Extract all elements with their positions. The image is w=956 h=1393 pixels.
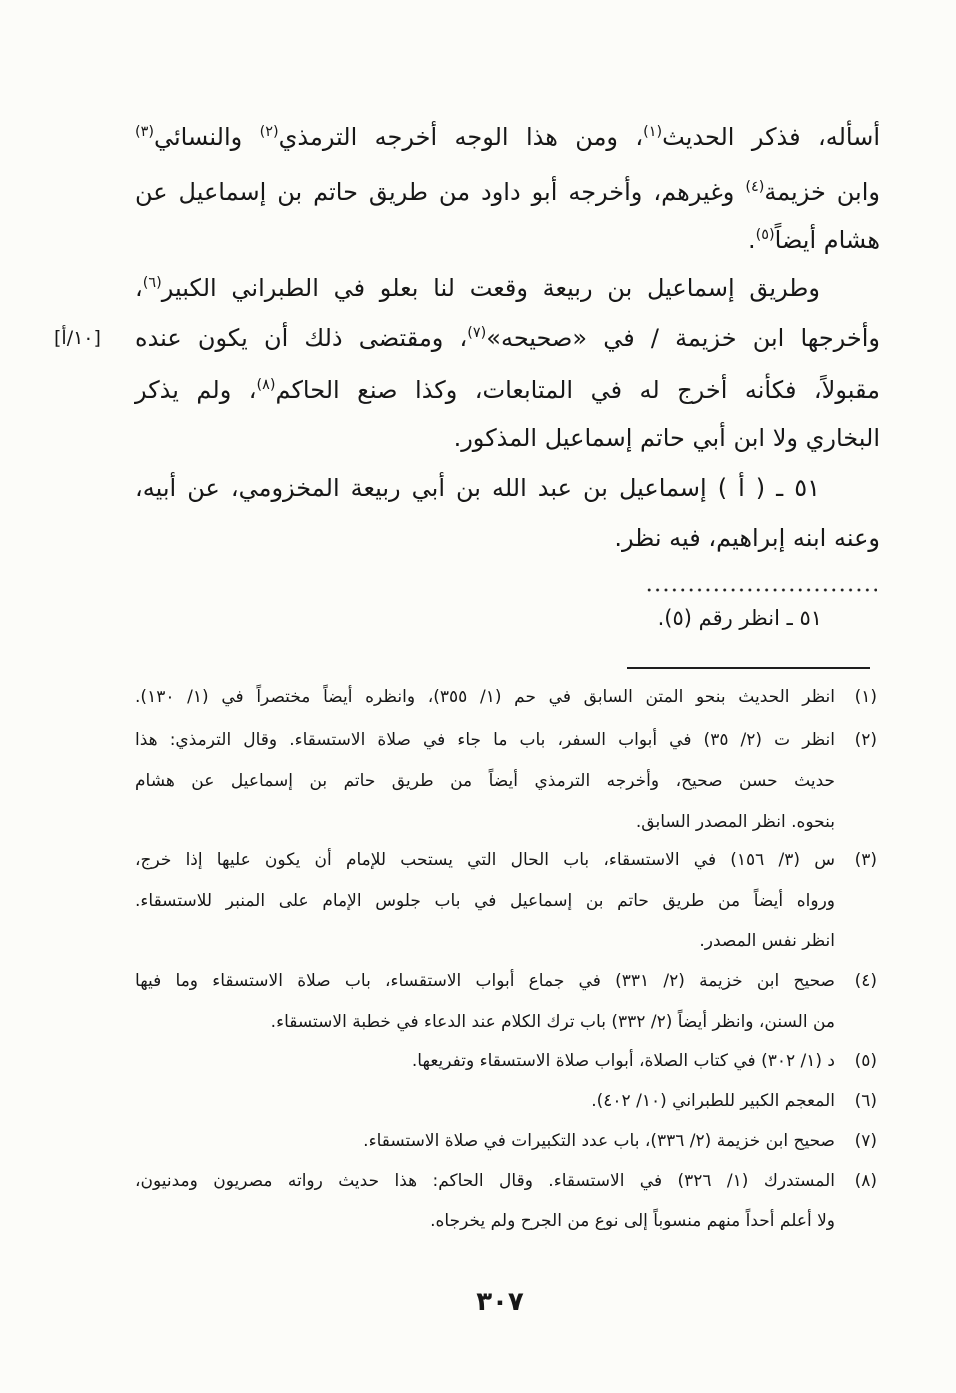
body-line-6: [135, 366, 880, 414]
footnote-text: س (٣/ ١٥٦) في الاستسقاء، باب الحال التي يستحب للإمام أن يكون عليها إذا خرج،: [135, 850, 835, 870]
text-segment: أسأله، فذكر الحديث: [662, 123, 880, 151]
footnote-8-line-2: [135, 1201, 835, 1241]
footnote-3-line-1: [135, 840, 835, 880]
body-line-5-text: [135, 324, 880, 352]
footnote-text: صحيح ابن خزيمة (٢/ ٣٣٦)، باب عدد التكبيرات في صلاة الاستسقاء.: [363, 1131, 835, 1151]
margin-folio-note: [54, 314, 134, 362]
text-segment: ، ومن هذا الوجه أخرجه الترمذي: [278, 123, 644, 151]
footnote-2-line-3: [135, 802, 835, 842]
entry-line-1-text: ٥١ ـ ( أ ) إسماعيل بن عبد الله بن أبي ربيعة المخزومي، عن أبيه،: [135, 474, 820, 502]
footnote-text: حديث حسن صحيح، وأخرجه الترمذي أيضاً من طريق حاتم بن إسماعيل عن هشام: [135, 771, 835, 791]
body-line-3-text: [748, 226, 880, 254]
footnote-text: د (١/ ٣٠٢) في كتاب الصلاة، أبواب صلاة الاستسقاء وتفريعها.: [411, 1051, 835, 1071]
footnote-ref-7: (٧): [467, 325, 487, 342]
body-line-4: [135, 264, 880, 312]
footnote-1-line-1: [135, 677, 835, 717]
footnote-4-line-1: [135, 961, 835, 1001]
body-line-1: [135, 113, 880, 161]
footnote-ref-2: (٢): [259, 124, 279, 141]
footnote-number-2: (٢): [854, 730, 877, 750]
footnote-text: المعجم الكبير للطبراني (١٠/ ٤٠٢).: [591, 1091, 835, 1111]
body-line-4-text: [135, 274, 820, 302]
footnote-ref-4: (٤): [745, 179, 765, 196]
body-line-7-text: البخاري ولا ابن أبي حاتم إسماعيل المذكور.: [453, 424, 880, 452]
footnote-8-line-1: [135, 1161, 835, 1201]
footnote-ref-3: (٣): [135, 124, 154, 141]
footnote-4-line-2: [135, 1002, 835, 1042]
text-segment: والنسائي: [153, 123, 260, 151]
footnote-2-line-2: [135, 761, 835, 801]
footnote-text: بنحوه. انظر المصدر السابق.: [635, 812, 835, 832]
body-line-6-text: [135, 376, 880, 404]
footnote-text: انظر الحديث بنحو المتن السابق في حم (١/ ٣٥٥)، وانظره أيضاً مختصراً في (١/ ١٣٠).: [135, 687, 835, 707]
footnote-7-line-1: [135, 1121, 835, 1161]
text-segment: ، ولم يذكر: [135, 376, 257, 404]
footnote-5-line-1: [135, 1041, 835, 1081]
text-segment: ،: [135, 274, 143, 302]
entry-note: [400, 596, 822, 640]
footnote-number-8: (٨): [854, 1171, 877, 1191]
footnote-text: انظر ت (٢/ ٣٥) في أبواب السفر، باب ما جاء في صلاة الاستسقاء. وقال الترمذي: هذا: [135, 730, 835, 750]
footnote-6-line-1: [135, 1081, 835, 1121]
text-segment: وأخرجها ابن خزيمة / في «صحيحه»: [486, 324, 880, 352]
dotted-separator: [645, 588, 877, 592]
footnote-number-5: (٥): [854, 1051, 877, 1071]
entry-note-text: ٥١ ـ انظر رقم (٥).: [657, 606, 822, 630]
footnote-text: ورواه أيضاً من طريق حاتم بن إسماعيل في باب جلوس الإمام على المنبر للاستسقاء.: [135, 891, 835, 911]
footnote-separator-rule: [627, 667, 870, 669]
footnote-number-3: (٣): [854, 850, 877, 870]
footnote-number-7: (٧): [854, 1131, 877, 1151]
text-segment: .: [748, 226, 756, 254]
footnote-number-4: (٤): [854, 971, 877, 991]
body-line-2: [135, 168, 880, 216]
text-segment: هشام أيضاً: [774, 226, 880, 254]
footnote-ref-5: (٥): [755, 227, 775, 244]
footnote-ref-1: (١): [643, 124, 663, 141]
footnote-text: من السنن، وانظر أيضاً (٢/ ٣٣٢) باب ترك الكلام عند الدعاء في خطبة الاستسقاء.: [270, 1012, 835, 1032]
body-line-3: [135, 216, 880, 264]
entry-line-2: [135, 514, 880, 562]
body-line-7: [135, 414, 880, 462]
footnote-3-line-2: [135, 881, 835, 921]
text-segment: مقبولاً، فكأنه أخرج له في المتابعات، وكذا صنع الحاكم: [275, 376, 880, 404]
footnote-text: انظر نفس المصدر.: [699, 931, 835, 951]
footnote-2-line-1: [135, 720, 835, 760]
text-segment: وطريق إسماعيل بن ربيعة وقعت لنا بعلو في الطبراني الكبير: [161, 274, 820, 302]
footnote-number-6: (٦): [854, 1091, 877, 1111]
entry-line-1: [135, 464, 880, 512]
body-line-1-text: [135, 114, 880, 151]
text-segment: ، ومقتضى ذلك أن يكون عنده: [135, 324, 468, 352]
page-number: ٣٠٧: [476, 1287, 524, 1317]
footnote-text: ولا أعلم أحداً منهم منسوباً إلى نوع من الجرح ولم يخرجاه.: [430, 1211, 835, 1231]
body-line-5: [135, 314, 880, 362]
footnote-text: المستدرك (١/ ٣٢٦) في الاستسقاء. وقال الحاكم: هذا حديث رواته مصريون ومدنيون،: [135, 1171, 835, 1191]
footnote-number-1: (١): [854, 687, 877, 707]
footnote-ref-8: (٨): [256, 377, 276, 394]
footnote-text: صحيح ابن خزيمة (٢/ ٣٣١) في جماع أبواب الاستقساء، باب صلاة الاستسقاء وما فيها: [135, 971, 835, 991]
body-line-2-text: [135, 178, 880, 206]
margin-folio-text: [١٠/أ]: [54, 327, 101, 349]
footnote-ref-6: (٦): [142, 275, 162, 292]
text-segment: وغيرهم، وأخرجه أبو داود من طريق حاتم بن إسماعيل عن: [135, 178, 746, 206]
footnote-3-line-3: [135, 921, 835, 961]
entry-line-2-text: وعنه ابنه إبراهيم، فيه نظر.: [614, 524, 880, 552]
text-segment: وابن خزيمة: [764, 178, 880, 206]
